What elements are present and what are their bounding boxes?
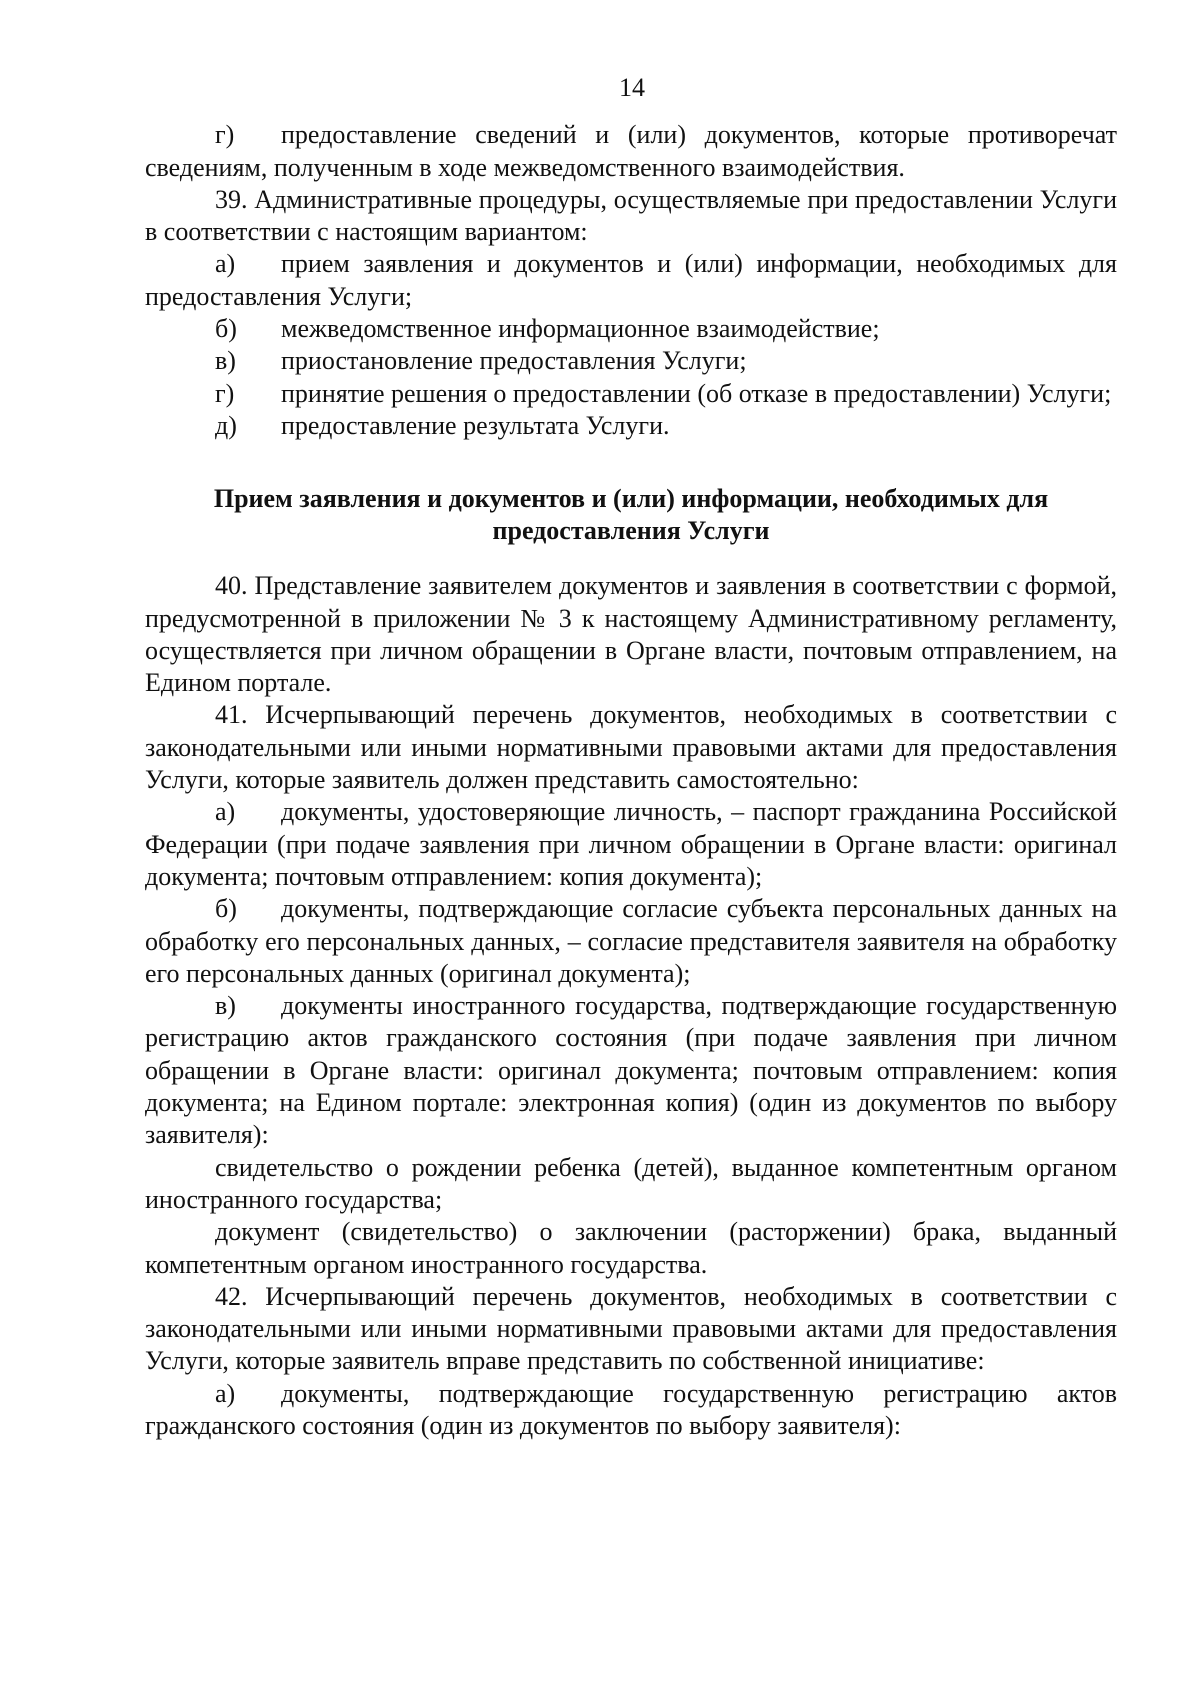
list-item [145,796,1117,893]
paragraph-39: 39. Административные процедуры, осуществляемые при предоставлении Услуги в соответствии с настоящим вариантом: [145,184,1117,247]
list-marker: г) [215,378,235,408]
paragraph-40: 40. Представление заявителем документов и заявления в соответствии с формой, предусмотренной в приложении № 3 к настоящему Административному регламенту, осуществляется при личном обращении в Органе власти, почтовым отправлением, на Едином портале. [145,571,1117,698]
list-marker: а) [215,249,236,279]
list-marker: в) [215,991,236,1021]
list-marker: д) [215,410,237,440]
section-heading-line: Прием заявления и документов и (или) информации, необходимых для [213,484,1049,514]
list-item [145,990,1117,1151]
list-item-text: документы, удостоверяющие личность, – паспорт гражданина Российской Федерации (при подаче заявления при личном обращении в Органе власти: оригинал документа; почтовым отправлением: копия документа); [145,797,1117,891]
section-heading-line: предоставления Услуги [492,516,770,546]
list-item [145,119,1117,184]
list-item-text: документы, подтверждающие согласие субъекта персональных данных на обработку его персональных данных, – согласие представителя заявителя на обработку его персональных данных (оригинал документа); [145,894,1117,988]
list-item-text: прием заявления и документов и (или) информации, необходимых для предоставления Услуги; [145,249,1117,311]
list-item [145,313,1117,345]
list-item [145,893,1117,990]
list-marker: а) [215,1378,236,1408]
list-marker: б) [215,894,237,924]
list-item-text: приостановление предоставления Услуги; [281,346,747,376]
list-item [145,345,1117,377]
list-item-text: документы иностранного государства, подтверждающие государственную регистрацию актов гражданского состояния (при подаче заявления при личном обращении в Органе власти: оригинал документа; почтовым отправлением: копия документа; на Едином портале: электронная копия) (один из документов по выбору заявителя): [145,991,1117,1150]
list-marker: б) [215,314,237,344]
page-number: 14 [619,73,645,102]
list-item [145,410,1117,442]
list-item-text: предоставление сведений и (или) документов, которые противоречат сведениям, полученным в ходе межведомственного взаимодействия. [145,120,1117,182]
sub-paragraph: свидетельство о рождении ребенка (детей), выданное компетентным органом иностранного государства; [145,1152,1117,1214]
paragraph-41: 41. Исчерпывающий перечень документов, необходимых в соответствии с законодательными или иными нормативными правовыми актами для предоставления Услуги, которые заявитель должен представить самостоятельно: [145,700,1117,795]
section-heading [145,483,1117,547]
sub-paragraph: документ (свидетельство) о заключении (расторжении) брака, выданный компетентным органом иностранного государства. [145,1217,1117,1279]
list-item-text: принятие решения о предоставлении (об отказе в предоставлении) Услуги; [281,378,1112,408]
list-item-text: предоставление результата Услуги. [281,410,670,440]
list-item [145,248,1117,313]
list-item [145,378,1117,410]
list-item-text: документы, подтверждающие государственную регистрацию актов гражданского состояния (один из документов по выбору заявителя): [145,1378,1117,1440]
list-marker: г) [215,120,235,150]
list-marker: в) [215,346,236,376]
list-marker: а) [215,797,236,827]
list-item [145,1378,1117,1443]
list-item-text: межведомственное информационное взаимодействие; [281,314,880,344]
paragraph-42: 42. Исчерпывающий перечень документов, необходимых в соответствии с законодательными или иными нормативными правовыми актами для предоставления Услуги, которые заявитель вправе представить по собственной инициативе: [145,1281,1117,1376]
